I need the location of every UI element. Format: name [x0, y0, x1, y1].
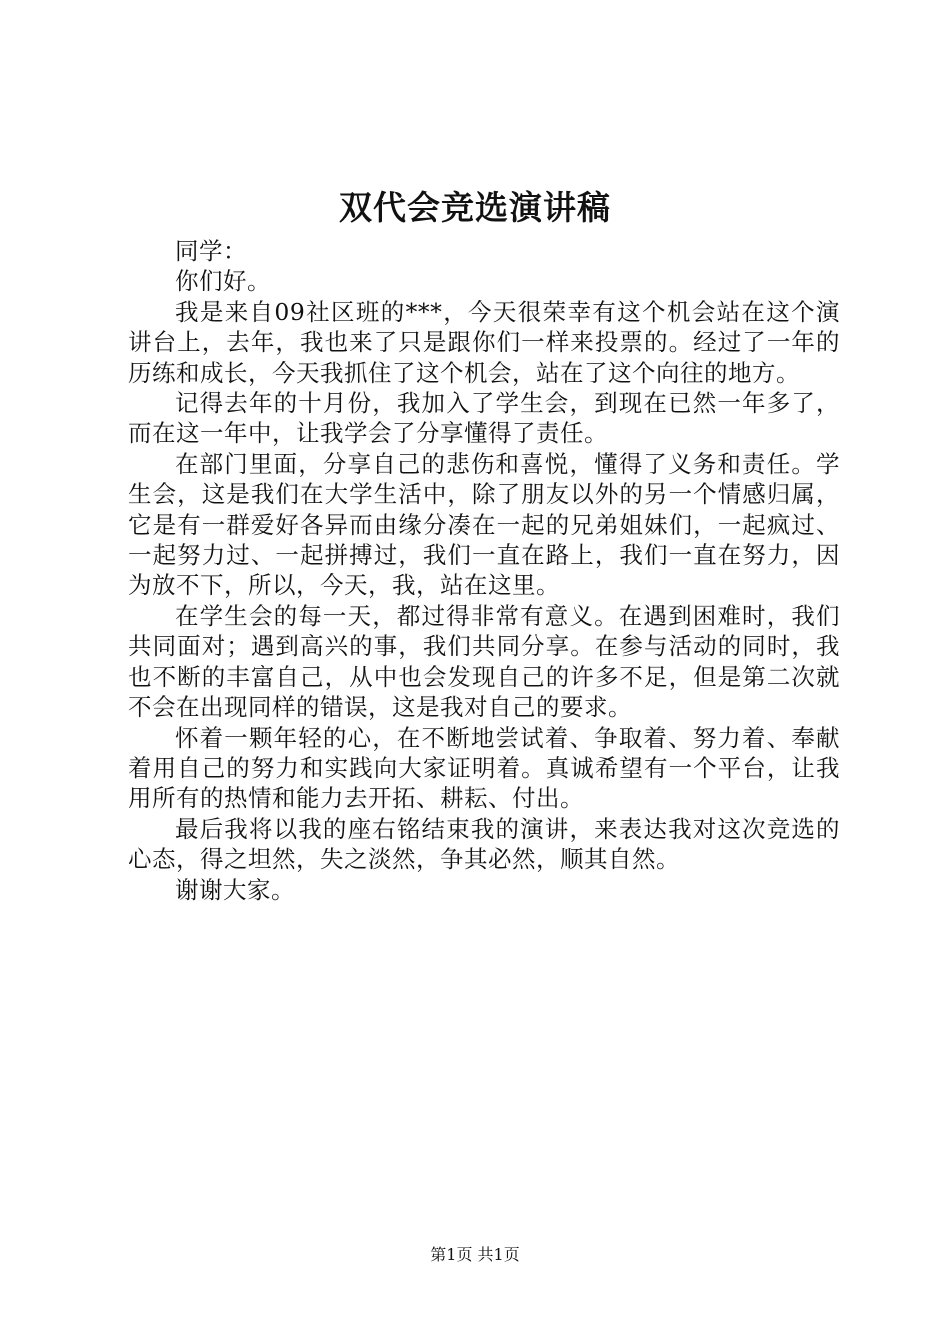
page-number-footer: 第1页 共1页 — [430, 1245, 520, 1264]
paragraph-greeting: 你们好。 — [175, 267, 271, 296]
paragraph-introduction: 我是来自09社区班的***，今天很荣幸有这个机会站在这个演讲台上，去年，我也来了只是跟你们一样来投票的。经过了一年的历练和成长，今天我抓住了这个机会，站在了这个向往的地方。 — [128, 297, 840, 387]
paragraph-thanks: 谢谢大家。 — [175, 875, 295, 904]
paragraph-salutation: 同学： — [175, 237, 247, 265]
document-body — [128, 236, 840, 905]
paragraph-daily-life: 在学生会的每一天，都过得非常有意义。在遇到困难时，我们共同面对；遇到高兴的事，我们共同分享。在参与活动的同时，我也不断的丰富自己，从中也会发现自己的许多不足，但是第二次就不会在出现同样的错误，这是我对自己的要求。 — [128, 601, 840, 722]
document-title: 双代会竞选演讲稿 — [339, 188, 611, 227]
paragraph-joining: 记得去年的十月份，我加入了学生会，到现在已然一年多了，而在这一年中，让我学会了分享懂得了责任。 — [128, 389, 840, 448]
paragraph-motto: 最后我将以我的座右铭结束我的演讲，来表达我对这次竞选的心态，得之坦然，失之淡然，争其必然，顺其自然。 — [128, 814, 840, 874]
paragraph-aspiration: 怀着一颗年轻的心，在不断地尝试着、争取着、努力着、奉献着用自己的努力和实践向大家证明着。真诚希望有一个平台，让我用所有的热情和能力去开拓、耕耘、付出。 — [128, 723, 840, 813]
paragraph-department: 在部门里面，分享自己的悲伤和喜悦，懂得了义务和责任。学生会，这是我们在大学生活中，除了朋友以外的另一个情感归属，它是有一群爱好各异而由缘分凑在一起的兄弟姐妹们，一起疯过、一起努力过、一起拼搏过，我们一直在路上，我们一直在努力，因为放不下，所以，今天，我，站在这里。 — [128, 449, 840, 600]
